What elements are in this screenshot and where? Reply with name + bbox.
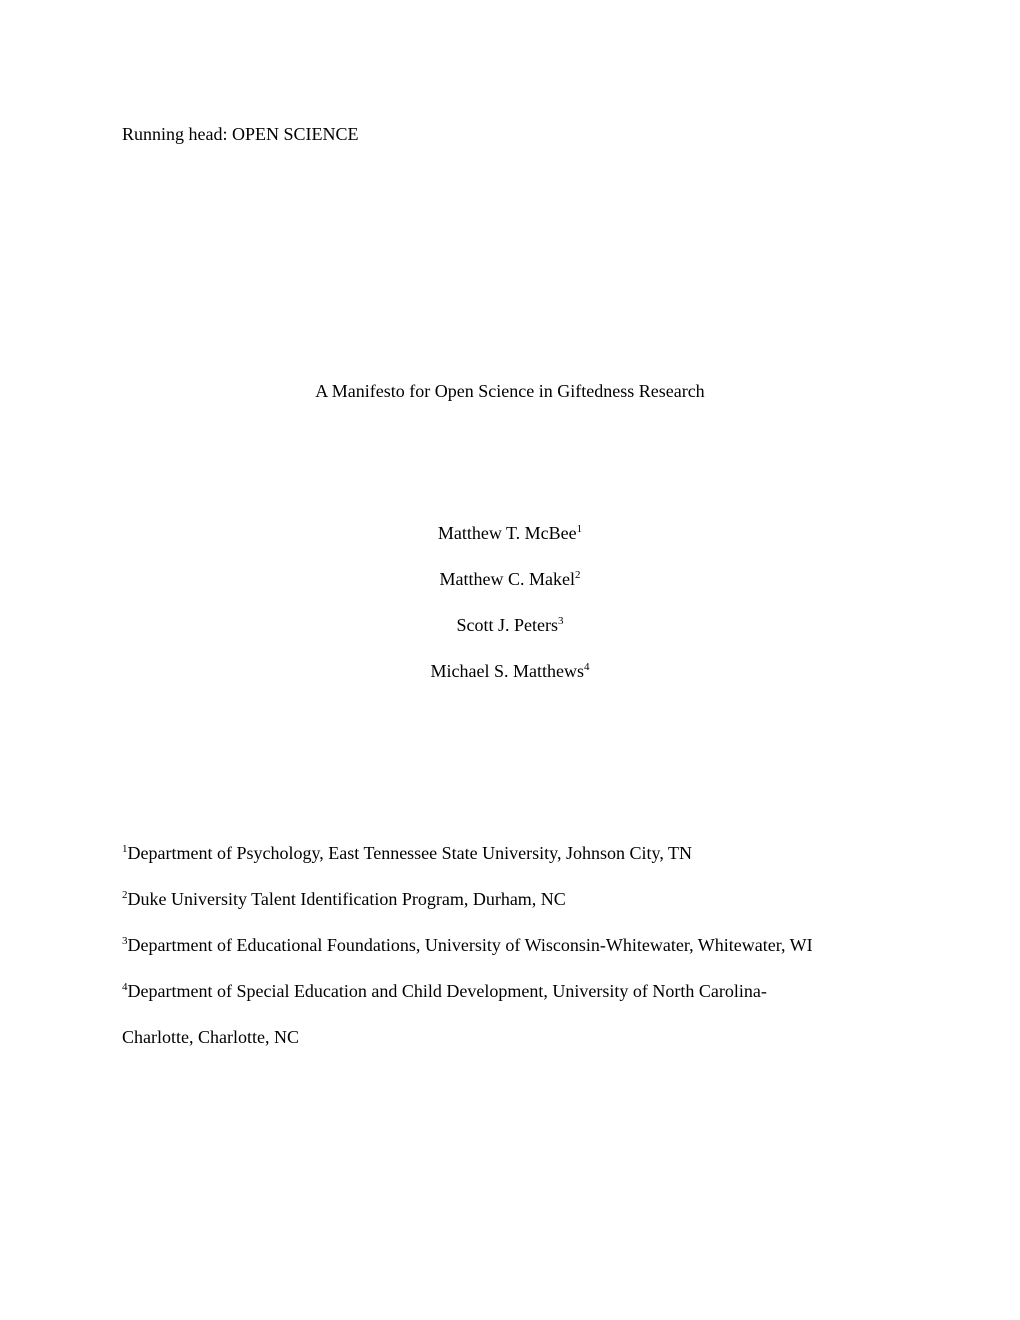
affiliation-marker: 1 bbox=[122, 843, 128, 855]
author bbox=[0, 659, 1020, 705]
author-name: Michael S. Matthews bbox=[430, 661, 584, 681]
running-head: Running head: OPEN SCIENCE bbox=[122, 124, 359, 144]
author-affiliation-marker: 4 bbox=[583, 661, 590, 673]
author-name: Matthew T. McBee bbox=[437, 523, 577, 543]
affiliation-text: Department of Educational Foundations, University of Wisconsin-Whitewater, Whitewater, WI bbox=[127, 935, 813, 955]
author bbox=[0, 521, 1020, 567]
author bbox=[0, 567, 1020, 613]
affiliation bbox=[122, 933, 922, 979]
paper-title: A Manifesto for Open Science in Giftedness Research bbox=[315, 381, 705, 401]
affiliation-text: Department of Special Education and Child Development, University of North Carolina- bbox=[127, 981, 767, 1001]
author-name: Matthew C. Makel bbox=[439, 569, 575, 589]
author-affiliation-marker: 2 bbox=[574, 569, 581, 581]
author bbox=[0, 613, 1020, 659]
affiliation-text: Duke University Talent Identification Program, Durham, NC bbox=[127, 889, 566, 909]
affiliation-marker: 2 bbox=[122, 889, 128, 901]
affiliation-marker: 3 bbox=[122, 935, 128, 947]
affiliation-text: Department of Psychology, East Tennessee State University, Johnson City, TN bbox=[127, 843, 692, 863]
affiliation-marker: 4 bbox=[122, 981, 128, 993]
author-affiliation-marker: 1 bbox=[576, 523, 583, 535]
affiliation bbox=[122, 979, 922, 1071]
affiliation bbox=[122, 887, 922, 933]
affiliation-continuation: Charlotte, Charlotte, NC bbox=[122, 1027, 299, 1047]
affiliation bbox=[122, 841, 922, 887]
author-list bbox=[0, 521, 1020, 705]
author-affiliation-marker: 3 bbox=[558, 615, 564, 627]
affiliation-list bbox=[122, 841, 922, 1071]
author-name: Scott J. Peters bbox=[456, 615, 558, 635]
